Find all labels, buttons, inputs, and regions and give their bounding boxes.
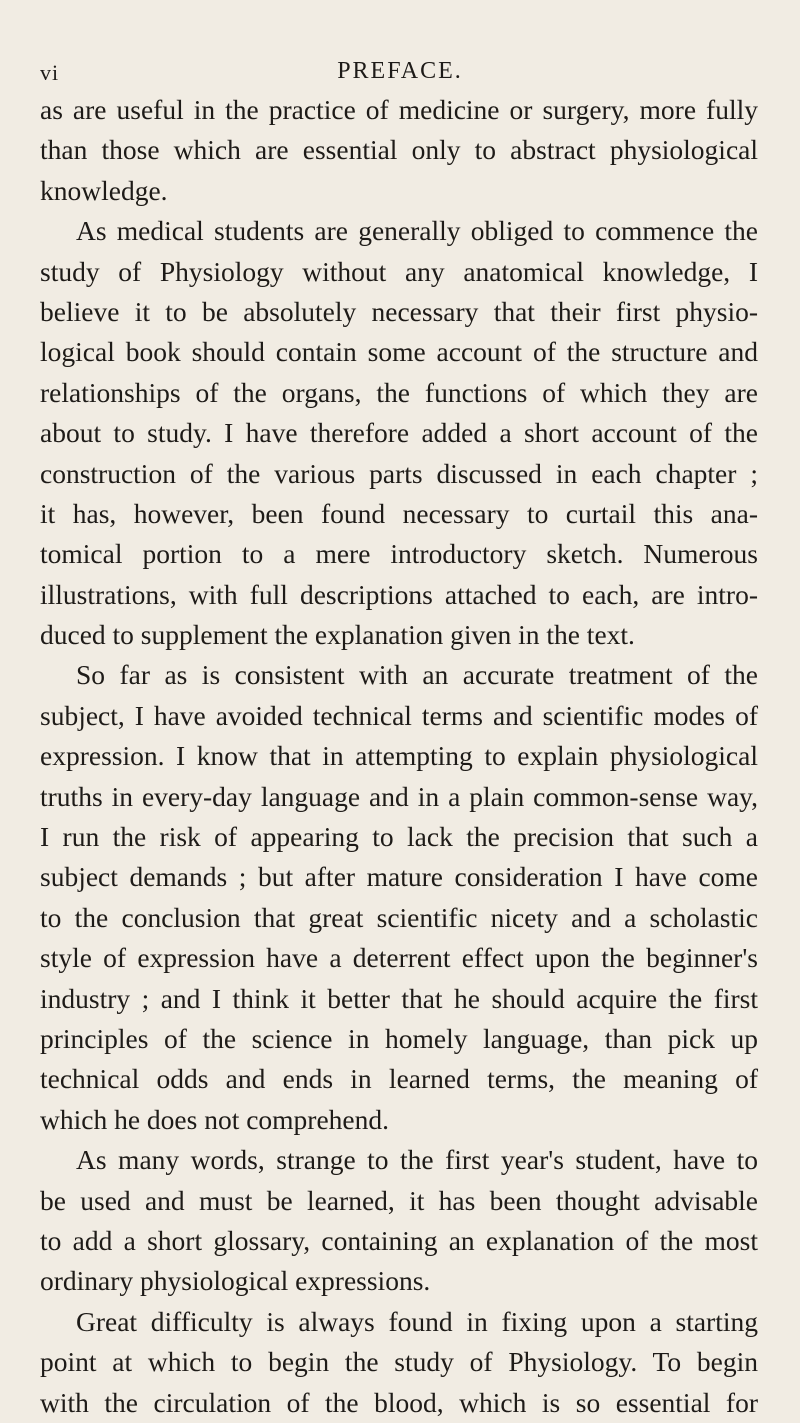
text-line: illustrations, with full descriptions attached to each, are intro- xyxy=(40,578,758,610)
text-line: duced to supplement the explanation given in the text. xyxy=(40,619,635,651)
text-line: with the circulation of the blood, which is so essential for xyxy=(40,1386,758,1418)
text-line: ordinary physiological expressions. xyxy=(40,1265,431,1297)
text-line: logical book should contain some account of the structure and xyxy=(40,336,758,368)
text-line: point at which to begin the study of Physiology. To begin xyxy=(40,1346,758,1378)
text-line: technical odds and ends in learned terms, the meaning of xyxy=(40,1063,758,1095)
page-header xyxy=(0,0,800,90)
text-line: about to study. I have therefore added a short account of the xyxy=(40,417,758,449)
page-number: vi xyxy=(40,60,60,85)
text-line: style of expression have a deterrent effect upon the beginner's xyxy=(40,942,758,974)
text-line: expression. I know that in attempting to explain physiological xyxy=(40,740,758,772)
text-line: believe it to be absolutely necessary that their first physio- xyxy=(40,295,758,327)
text-line: which he does not comprehend. xyxy=(40,1103,390,1135)
body-text xyxy=(40,90,758,1423)
text-line: as are useful in the practice of medicine or surgery, more fully xyxy=(40,94,758,125)
text-line: it has, however, been found necessary to curtail this ana- xyxy=(40,497,758,529)
text-line: So far as is consistent with an accurate treatment of the xyxy=(76,659,758,691)
text-line: construction of the various parts discussed in each chapter ; xyxy=(40,457,758,489)
text-line: Great difficulty is always found in fixing upon a starting xyxy=(76,1305,758,1337)
running-head: PREFACE. xyxy=(337,58,463,84)
text-line: be used and must be learned, it has been thought advisable xyxy=(40,1184,758,1216)
text-line: truths in every-day language and in a plain common-sense way, xyxy=(40,780,758,812)
text-line: As many words, strange to the first year's student, have to xyxy=(76,1144,758,1176)
text-line: industry ; and I think it better that he should acquire the first xyxy=(40,982,758,1014)
text-line: As medical students are generally obliged to commence the xyxy=(76,215,758,247)
text-line: tomical portion to a mere introductory sketch. Numerous xyxy=(40,538,758,570)
text-line: principles of the science in homely language, than pick up xyxy=(40,1022,758,1054)
text-line: than those which are essential only to abstract physiological xyxy=(40,134,758,166)
text-line: study of Physiology without any anatomical knowledge, I xyxy=(40,255,758,287)
text-line: I run the risk of appearing to lack the precision that such a xyxy=(40,821,758,853)
text-line: subject, I have avoided technical terms and scientific modes of xyxy=(40,699,758,731)
text-line: to add a short glossary, containing an explanation of the most xyxy=(40,1224,758,1256)
text-line: to the conclusion that great scientific nicety and a scholastic xyxy=(40,901,758,933)
text-line: relationships of the organs, the functions of which they are xyxy=(40,376,758,408)
text-line: knowledge. xyxy=(40,174,168,206)
text-line: subject demands ; but after mature consideration I have come xyxy=(40,861,758,893)
